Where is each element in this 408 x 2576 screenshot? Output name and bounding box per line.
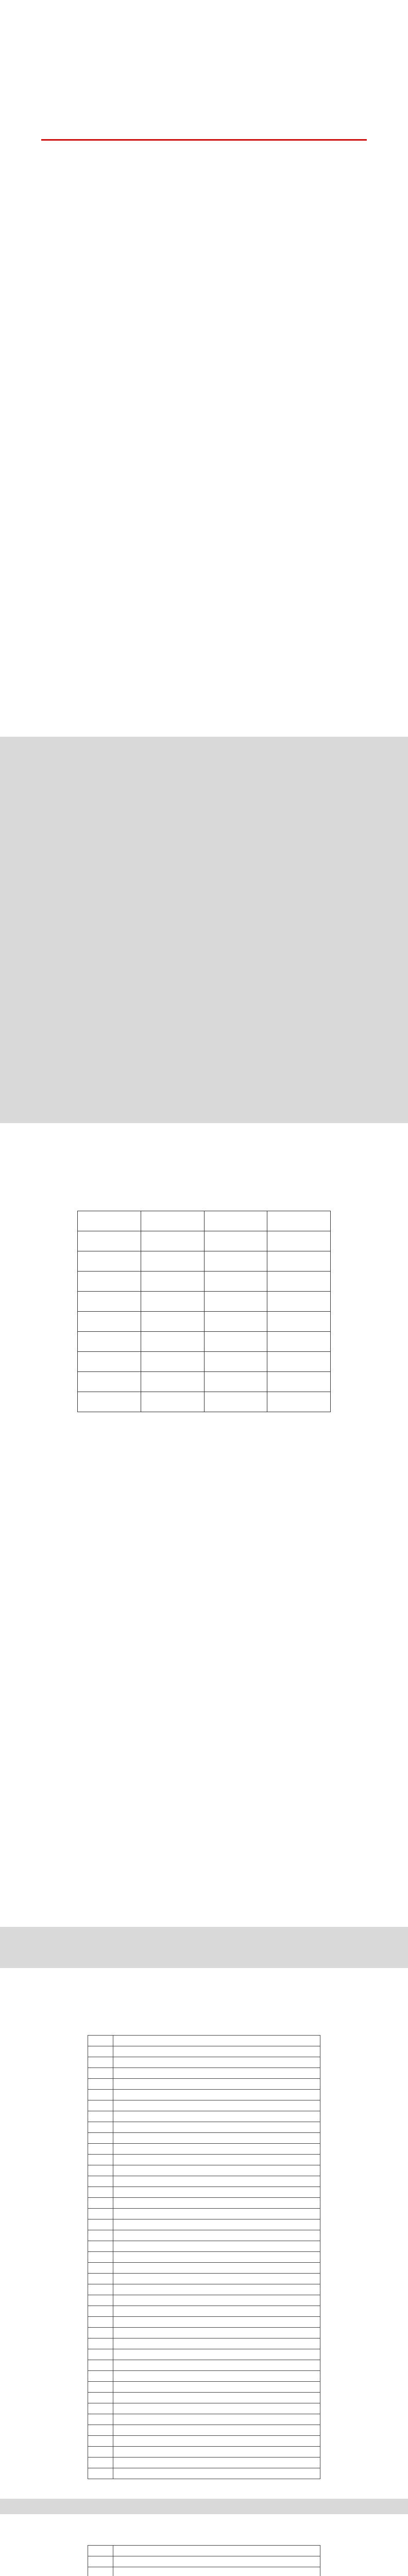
org-name-cell: [113, 2360, 320, 2371]
header-cell: [88, 2036, 113, 2046]
row-number-cell: [88, 2414, 113, 2425]
form-cell: [141, 1372, 204, 1392]
list-row: [88, 2176, 320, 2187]
signup-form-page: [0, 1123, 408, 1927]
list-row: [88, 2393, 320, 2403]
form-cell: [78, 1392, 141, 1412]
row-number-cell: [88, 2155, 113, 2165]
org-name-cell: [113, 2338, 320, 2349]
list-row: [88, 2382, 320, 2393]
form-cell: [78, 1312, 141, 1332]
form-cell: [204, 1332, 267, 1352]
list-row: [88, 2458, 320, 2468]
form-row: [78, 1352, 331, 1372]
form-cell: [267, 1372, 331, 1392]
list-row: [88, 2209, 320, 2219]
row-number-cell: [88, 2252, 113, 2263]
org-name-cell: [113, 2252, 320, 2263]
form-cell: [267, 1231, 331, 1251]
org-name-cell: [113, 2144, 320, 2155]
list-row: [88, 2468, 320, 2479]
org-name-cell: [113, 2100, 320, 2111]
list-row: [88, 2198, 320, 2209]
org-name-cell: [113, 2090, 320, 2100]
org-name-cell: [113, 2414, 320, 2425]
form-cell: [267, 1292, 331, 1312]
form-cell: [141, 1292, 204, 1312]
org-name-cell: [113, 2046, 320, 2057]
list-row: [88, 2122, 320, 2133]
row-number-cell: [88, 2349, 113, 2360]
form-cell: [141, 1231, 204, 1251]
org-name-cell: [113, 2122, 320, 2133]
list-row: [88, 2187, 320, 2198]
org-name-cell: [113, 2079, 320, 2090]
list-row: [88, 2219, 320, 2230]
org-name-cell: [113, 2230, 320, 2241]
notice-page: [0, 0, 408, 737]
form-cell: [141, 1211, 204, 1231]
form-cell: [204, 1231, 267, 1251]
org-name-cell: [113, 2382, 320, 2393]
row-number-cell: [88, 2046, 113, 2057]
org-name-cell: [113, 2176, 320, 2187]
row-number-cell: [88, 2284, 113, 2295]
form-cell: [267, 1332, 331, 1352]
org-name-cell: [113, 2284, 320, 2295]
row-number-cell: [88, 2556, 113, 2567]
form-cell: [267, 1352, 331, 1372]
notice-paragraph: [46, 175, 362, 182]
row-number-cell: [88, 2317, 113, 2328]
list-row: [88, 2317, 320, 2328]
list-row: [88, 2338, 320, 2349]
notice-paragraph: [46, 268, 362, 275]
list-row: [88, 2567, 320, 2576]
form-cell: [78, 1272, 141, 1292]
row-number-cell: [88, 2176, 113, 2187]
list-row: [88, 2447, 320, 2458]
list-row: [88, 2079, 320, 2090]
org-name-cell: [113, 2447, 320, 2458]
signup-form-table: [77, 1211, 331, 1412]
org-name-cell: [113, 2546, 320, 2556]
form-cell: [78, 1231, 141, 1251]
notice-paragraph: [46, 289, 362, 296]
header-cell: [113, 2036, 320, 2046]
org-list-page: [0, 1968, 408, 2499]
org-name-cell: [113, 2155, 320, 2165]
list-row: [88, 2100, 320, 2111]
org-name-cell: [113, 2349, 320, 2360]
row-number-cell: [88, 2567, 113, 2576]
org-name-cell: [113, 2458, 320, 2468]
notice-paragraph: [46, 185, 362, 193]
attachment-line: [46, 299, 362, 306]
form-row: [78, 1292, 331, 1312]
row-number-cell: [88, 2187, 113, 2198]
row-number-cell: [88, 2382, 113, 2393]
form-cell: [267, 1312, 331, 1332]
list-row: [88, 2111, 320, 2122]
form-cell: [78, 1211, 141, 1231]
row-number-cell: [88, 2209, 113, 2219]
org-name-cell: [113, 2198, 320, 2209]
form-row: [78, 1272, 331, 1292]
row-number-cell: [88, 2090, 113, 2100]
list-row: [88, 2403, 320, 2414]
form-row: [78, 1392, 331, 1412]
org-name-cell: [113, 2133, 320, 2144]
org-name-cell: [113, 2295, 320, 2306]
row-number-cell: [88, 2230, 113, 2241]
notice-paragraph: [46, 165, 362, 172]
org-name-cell: [113, 2403, 320, 2414]
org-list-table: [88, 2035, 320, 2479]
form-cell: [204, 1211, 267, 1231]
list-row: [88, 2360, 320, 2371]
list-row: [88, 2263, 320, 2274]
row-number-cell: [88, 2360, 113, 2371]
list-row: [88, 2349, 320, 2360]
form-row: [78, 1251, 331, 1272]
form-cell: [204, 1352, 267, 1372]
org-list-body: [88, 2546, 320, 2576]
form-cell: [204, 1372, 267, 1392]
row-number-cell: [88, 2144, 113, 2155]
list-row: [88, 2068, 320, 2079]
list-row: [88, 2306, 320, 2317]
row-number-cell: [88, 2068, 113, 2079]
list-row: [88, 2295, 320, 2306]
notice-paragraph: [46, 155, 362, 162]
org-name-cell: [113, 2328, 320, 2338]
org-name-cell: [113, 2567, 320, 2576]
org-name-cell: [113, 2556, 320, 2567]
form-title: [0, 1190, 408, 1199]
row-number-cell: [88, 2111, 113, 2122]
form-cell: [141, 1352, 204, 1372]
notice-paragraph: [46, 237, 362, 244]
attachment-line: [46, 309, 362, 316]
org-name-cell: [113, 2209, 320, 2219]
form-cell: [141, 1332, 204, 1352]
org-name-cell: [113, 2425, 320, 2436]
list-row: [88, 2090, 320, 2100]
list-row: [88, 2546, 320, 2556]
org-name-cell: [113, 2219, 320, 2230]
org-name-cell: [113, 2111, 320, 2122]
org-name-cell: [113, 2306, 320, 2317]
list-row: [88, 2328, 320, 2338]
notice-body: [46, 155, 362, 706]
form-row: [78, 1211, 331, 1231]
list-row: [88, 2057, 320, 2068]
row-number-cell: [88, 2122, 113, 2133]
row-number-cell: [88, 2371, 113, 2382]
form-cell: [267, 1272, 331, 1292]
form-cell: [141, 1392, 204, 1412]
org-name-cell: [113, 2187, 320, 2198]
notice-paragraph: [46, 206, 362, 213]
notice-paragraph: [46, 278, 362, 285]
org-name-cell: [113, 2165, 320, 2176]
row-number-cell: [88, 2198, 113, 2209]
list-row: [88, 2414, 320, 2425]
form-cell: [141, 1251, 204, 1272]
row-number-cell: [88, 2241, 113, 2252]
org-name-cell: [113, 2371, 320, 2382]
row-number-cell: [88, 2100, 113, 2111]
org-name-cell: [113, 2057, 320, 2068]
row-number-cell: [88, 2425, 113, 2436]
list-row: [88, 2556, 320, 2567]
form-cell: [141, 1272, 204, 1292]
form-cell: [78, 1292, 141, 1312]
row-number-cell: [88, 2295, 113, 2306]
form-cell: [267, 1251, 331, 1272]
form-row: [78, 1231, 331, 1251]
list-row: [88, 2436, 320, 2447]
row-number-cell: [88, 2274, 113, 2284]
org-list-table: [88, 2545, 320, 2576]
list-row: [88, 2144, 320, 2155]
notice-paragraph: [46, 227, 362, 234]
form-cell: [78, 1372, 141, 1392]
row-number-cell: [88, 2079, 113, 2090]
form-cell: [267, 1211, 331, 1231]
org-name-cell: [113, 2274, 320, 2284]
row-number-cell: [88, 2436, 113, 2447]
masthead-title: [0, 77, 408, 113]
list-row: [88, 2425, 320, 2436]
org-name-cell: [113, 2068, 320, 2079]
form-cell: [204, 1392, 267, 1412]
org-list-body: [88, 2046, 320, 2479]
list-row: [88, 2274, 320, 2284]
row-number-cell: [88, 2328, 113, 2338]
form-row: [78, 1332, 331, 1352]
row-number-cell: [88, 2306, 113, 2317]
form-cell: [78, 1352, 141, 1372]
document-number: [0, 126, 408, 134]
row-number-cell: [88, 2468, 113, 2479]
org-name-cell: [113, 2317, 320, 2328]
form-row: [78, 1312, 331, 1332]
form-cell: [267, 1392, 331, 1412]
row-number-cell: [88, 2133, 113, 2144]
row-number-cell: [88, 2338, 113, 2349]
row-number-cell: [88, 2165, 113, 2176]
list-row: [88, 2046, 320, 2057]
form-row: [78, 1372, 331, 1392]
org-list-page: [0, 2514, 408, 2576]
form-cell: [204, 1272, 267, 1292]
list-row: [88, 2230, 320, 2241]
form-cell: [204, 1312, 267, 1332]
row-number-cell: [88, 2447, 113, 2458]
org-name-cell: [113, 2263, 320, 2274]
org-name-cell: [113, 2393, 320, 2403]
notice-paragraph: [46, 247, 362, 255]
list-row: [88, 2284, 320, 2295]
row-number-cell: [88, 2057, 113, 2068]
list-title: [0, 2017, 408, 2026]
list-row: [88, 2165, 320, 2176]
form-cell: [78, 1332, 141, 1352]
list-row: [88, 2133, 320, 2144]
list-row: [88, 2371, 320, 2382]
row-number-cell: [88, 2263, 113, 2274]
list-row: [88, 2155, 320, 2165]
notice-paragraph: [46, 258, 362, 265]
org-name-cell: [113, 2436, 320, 2447]
notice-paragraph: [46, 196, 362, 203]
row-number-cell: [88, 2219, 113, 2230]
row-number-cell: [88, 2393, 113, 2403]
row-number-cell: [88, 2403, 113, 2414]
form-cell: [204, 1251, 267, 1272]
list-row: [88, 2241, 320, 2252]
form-cell: [78, 1251, 141, 1272]
org-name-cell: [113, 2468, 320, 2479]
form-cell: [204, 1292, 267, 1312]
red-divider: [41, 139, 367, 141]
form-cell: [141, 1312, 204, 1332]
list-row: [88, 2252, 320, 2263]
row-number-cell: [88, 2458, 113, 2468]
row-number-cell: [88, 2546, 113, 2556]
notice-paragraph: [46, 216, 362, 224]
list-header-row: [88, 2036, 320, 2046]
org-name-cell: [113, 2241, 320, 2252]
